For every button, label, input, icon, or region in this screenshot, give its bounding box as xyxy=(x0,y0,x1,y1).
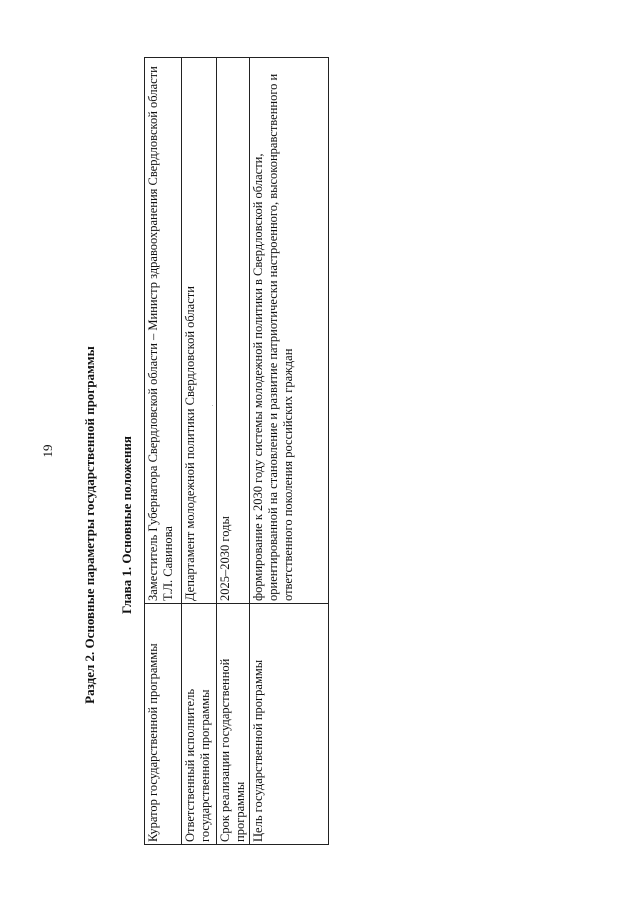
goal-label: Цель государственной программы xyxy=(250,604,329,845)
period-label: Срок реализации государственной программы xyxy=(217,604,250,845)
chapter-title: Глава 1. Основные положения xyxy=(119,436,134,614)
period-value: 2025–2030 годы xyxy=(217,58,250,604)
page-number: 19 xyxy=(40,444,55,458)
executor-label: Ответственный исполнитель государственной программы xyxy=(182,604,217,845)
table-row-period xyxy=(217,58,250,845)
program-parameters-table xyxy=(144,57,329,845)
table-row-goal xyxy=(250,58,329,845)
scan-speck xyxy=(212,405,213,406)
curator-value: Заместитель Губернатора Свердловской области – Министр здравоохранения Свердловской области Т.Л. Савинова xyxy=(145,58,182,604)
table-row-executor xyxy=(182,58,217,845)
curator-label: Куратор государственной программы xyxy=(145,604,182,845)
goal-value: формирование к 2030 году системы молодежной политики в Свердловской области, ориентированной на становление и развитие патриотически настроенного, высоконравственного и ответственного поколения российских граждан xyxy=(250,58,329,604)
executor-value: Департамент молодежной политики Свердловской области xyxy=(182,58,217,604)
section-title: Раздел 2. Основные параметры государственной программы xyxy=(82,346,97,704)
table-row-curator xyxy=(145,58,182,845)
